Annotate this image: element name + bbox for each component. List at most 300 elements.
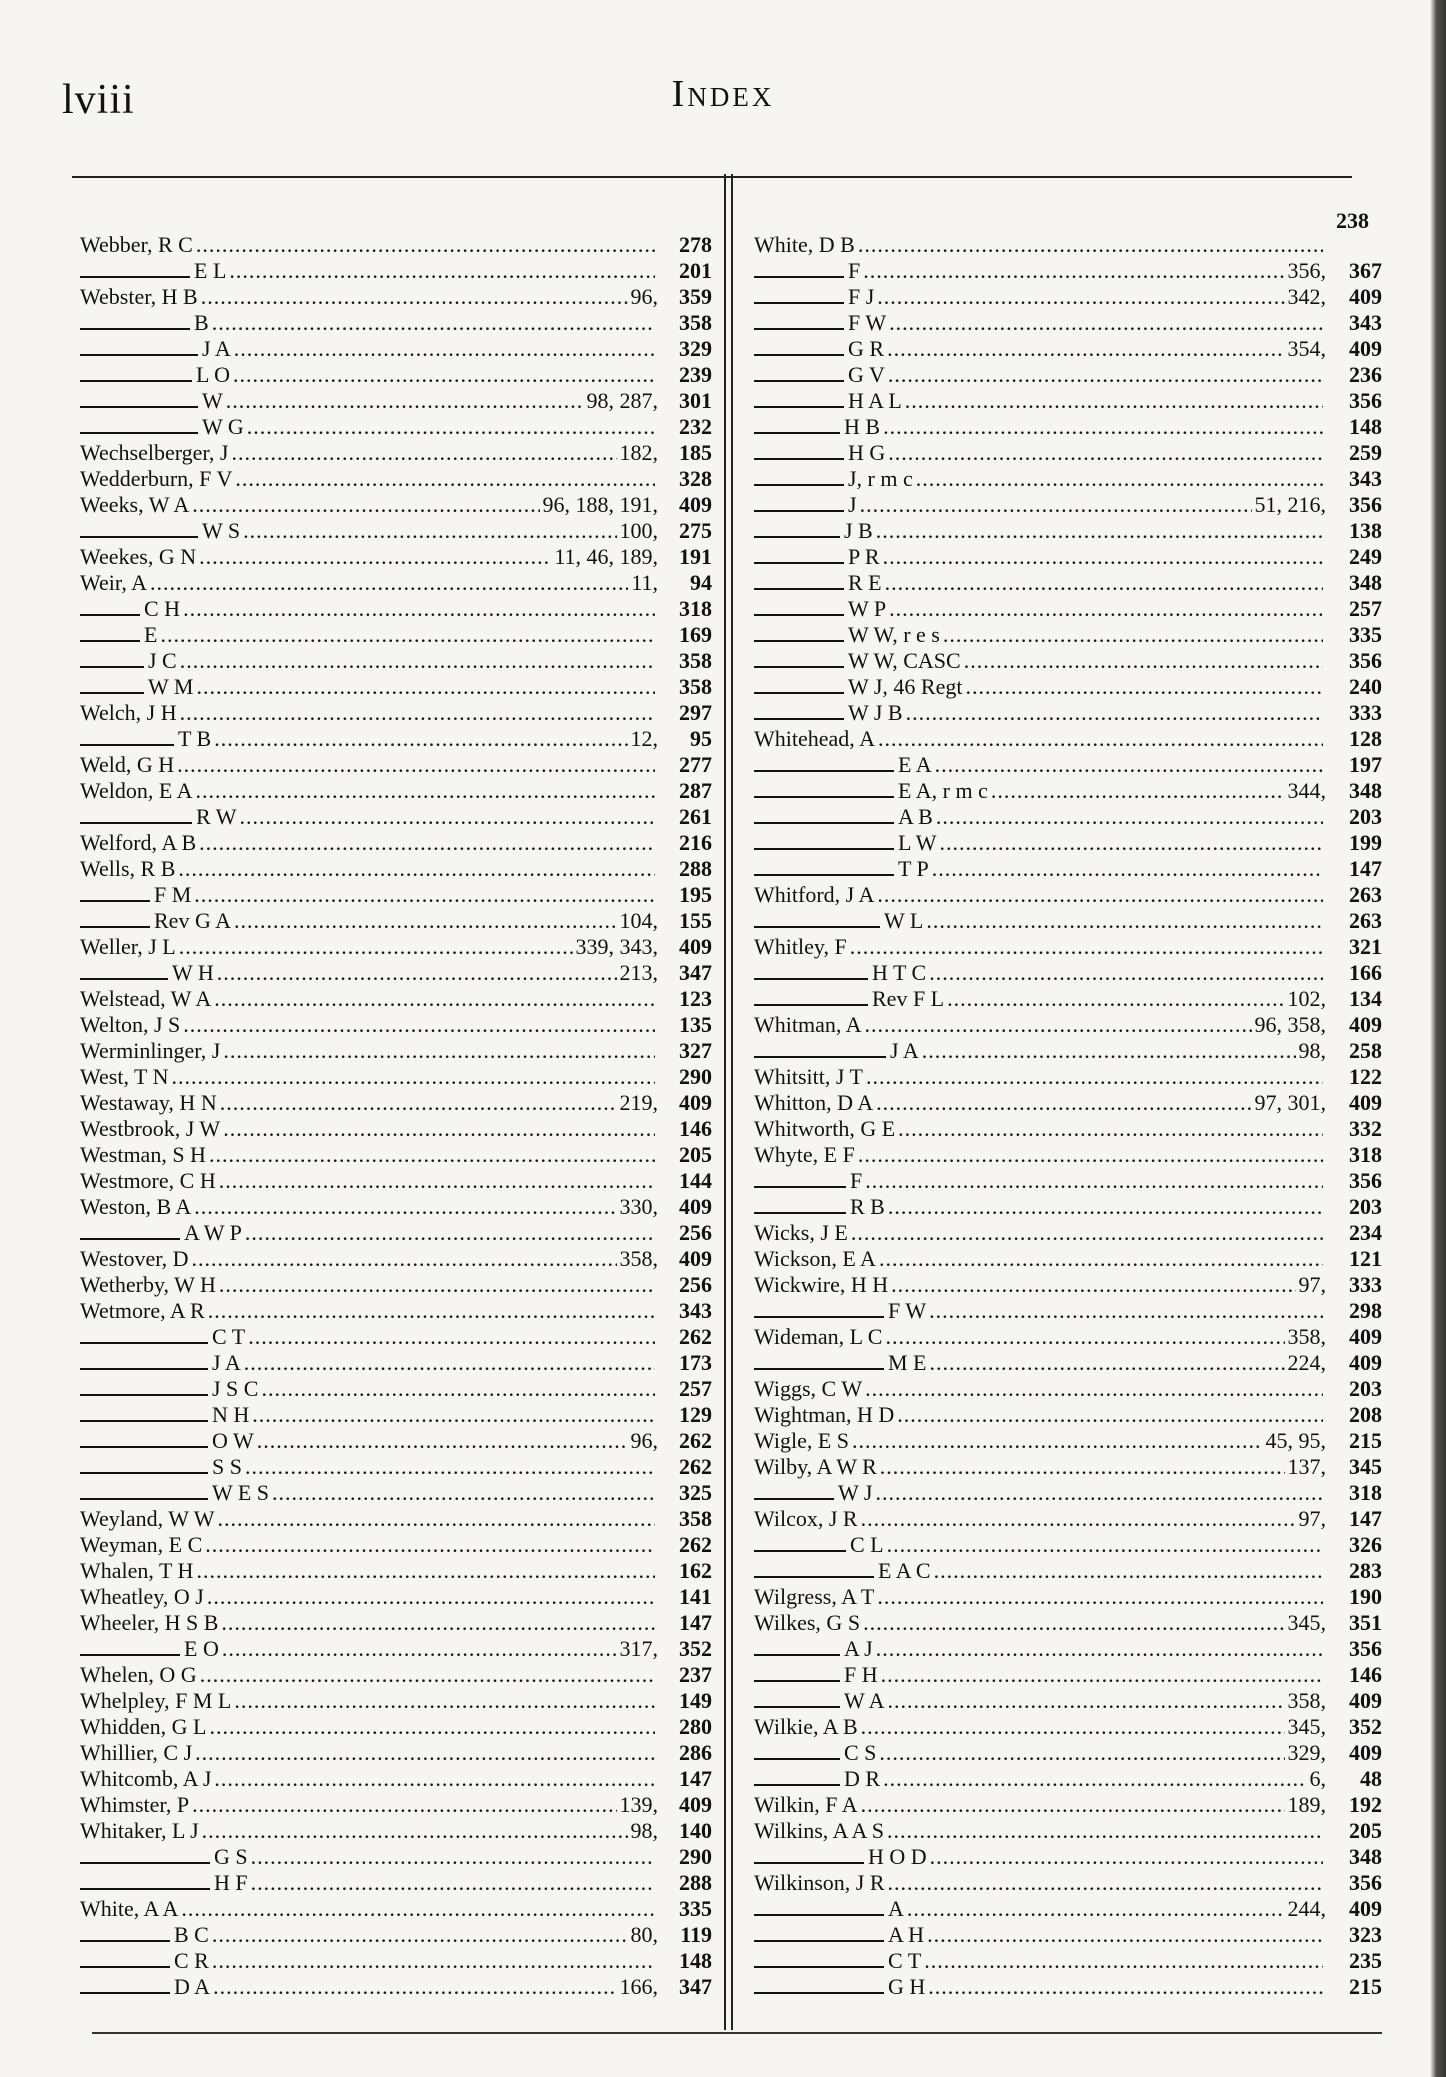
leader-dots	[888, 362, 1323, 388]
entry-name: L O	[196, 362, 231, 387]
index-entry	[80, 440, 712, 466]
entry-last-page: 185	[679, 440, 712, 465]
index-entry	[754, 1766, 1382, 1792]
entry-last-page: 287	[679, 778, 712, 803]
leader-dots	[964, 648, 1323, 674]
entry-name: Rev F L	[872, 986, 945, 1011]
leader-dots	[231, 440, 616, 466]
ditto-dash	[754, 1862, 864, 1864]
entry-name: Wilcox, J R	[754, 1506, 858, 1531]
leader-dots	[887, 336, 1284, 362]
entry-pages: 98,	[630, 1818, 658, 1843]
entry-name: Weyman, E C	[80, 1532, 203, 1557]
entry-last-page: 409	[679, 1194, 712, 1219]
ditto-dash	[80, 822, 192, 824]
entry-name: Wilkin, F A	[754, 1792, 858, 1817]
entry-last-page: 323	[1349, 1922, 1382, 1947]
leader-dots	[858, 232, 1323, 258]
entry-last-page: 358	[679, 310, 712, 335]
index-entry	[754, 1740, 1382, 1766]
entry-last-page: 409	[1349, 1740, 1382, 1765]
entry-last-page: 249	[1349, 544, 1382, 569]
index-entry	[754, 336, 1382, 362]
entry-last-page: 358	[679, 1506, 712, 1531]
index-entry	[754, 778, 1382, 804]
leader-dots	[861, 1506, 1296, 1532]
leader-dots	[183, 596, 655, 622]
entry-name: W A	[844, 1688, 885, 1713]
entry-pages: 139,	[619, 1792, 658, 1817]
entry-name: Whitehead, A	[754, 726, 875, 751]
entry-pages: 345,	[1287, 1714, 1326, 1739]
index-left-column	[80, 232, 712, 2000]
entry-last-page: 166	[1349, 960, 1382, 985]
entry-last-page: 332	[1349, 1116, 1382, 1141]
leader-dots	[883, 544, 1323, 570]
entry-name: Wickson, E A	[754, 1246, 876, 1271]
entry-last-page: 192	[1349, 1792, 1382, 1817]
entry-last-page: 329	[679, 336, 712, 361]
leader-dots	[860, 492, 1252, 518]
entry-last-page: 129	[679, 1402, 712, 1427]
ditto-dash	[754, 926, 880, 928]
entry-pages: 244,	[1287, 1896, 1326, 1921]
entry-name: T P	[898, 856, 929, 881]
leader-dots	[245, 1220, 655, 1246]
entry-name: G R	[848, 336, 885, 361]
index-entry	[754, 1948, 1382, 1974]
entry-pages: 45, 95,	[1265, 1428, 1326, 1453]
leader-dots	[199, 544, 551, 570]
entry-pages: 11, 46, 189,	[554, 544, 658, 569]
entry-last-page: 162	[679, 1558, 712, 1583]
index-entry	[80, 1454, 712, 1480]
entry-name: W L	[884, 908, 924, 933]
entry-last-page: 259	[1349, 440, 1382, 465]
entry-name: Whyte, E F	[754, 1142, 855, 1167]
entry-name: Whitcomb, A J	[80, 1766, 212, 1791]
entry-name: F H	[844, 1662, 878, 1687]
entry-name: White, A A	[80, 1896, 179, 1921]
leader-dots	[897, 1402, 1323, 1428]
entry-last-page: 409	[679, 934, 712, 959]
index-entry	[80, 726, 712, 752]
index-entry	[754, 1896, 1382, 1922]
leader-dots	[888, 1870, 1323, 1896]
ditto-dash	[754, 484, 844, 486]
entry-name: Welford, A B	[80, 830, 197, 855]
leader-dots	[194, 882, 655, 908]
leader-dots	[907, 1896, 1285, 1922]
entry-last-page: 326	[1349, 1532, 1382, 1557]
ditto-dash	[754, 1706, 840, 1708]
entry-last-page: 283	[1349, 1558, 1382, 1583]
entry-last-page: 48	[1360, 1766, 1382, 1791]
entry-name: Wells, R B	[80, 856, 176, 881]
index-entry	[80, 1636, 712, 1662]
entry-name: S S	[212, 1454, 242, 1479]
entry-name: F	[848, 258, 861, 283]
entry-last-page: 356	[1349, 1870, 1382, 1895]
entry-last-page: 352	[1349, 1714, 1382, 1739]
ditto-dash	[754, 874, 894, 876]
leader-dots	[905, 388, 1323, 414]
leader-dots	[214, 726, 627, 752]
entry-last-page: 409	[1349, 1350, 1382, 1375]
index-entry	[80, 570, 712, 596]
entry-name: M E	[888, 1350, 927, 1375]
index-entry	[80, 622, 712, 648]
entry-pages: 96, 188, 191,	[542, 492, 658, 517]
index-entry	[754, 674, 1382, 700]
leader-dots	[863, 258, 1284, 284]
leader-dots	[861, 1714, 1285, 1740]
entry-pages: 317,	[619, 1636, 658, 1661]
entry-name: Wheeler, H S B	[80, 1610, 219, 1635]
ditto-dash	[754, 406, 844, 408]
entry-last-page: 298	[1349, 1298, 1382, 1323]
ditto-dash	[754, 614, 844, 616]
ditto-dash	[80, 744, 174, 746]
entry-name: W M	[148, 674, 194, 699]
index-entry	[754, 1324, 1382, 1350]
index-entry	[754, 1220, 1382, 1246]
leader-dots	[885, 570, 1323, 596]
entry-last-page: 147	[679, 1766, 712, 1791]
ditto-dash	[754, 666, 844, 668]
entry-last-page: 141	[679, 1584, 712, 1609]
entry-last-page: 237	[679, 1662, 712, 1687]
index-entry	[80, 1142, 712, 1168]
ditto-dash	[754, 796, 894, 798]
entry-last-page: 359	[679, 284, 712, 309]
leader-dots	[223, 1038, 655, 1064]
leader-dots	[883, 1766, 1306, 1792]
entry-name: Weldon, E A	[80, 778, 193, 803]
entry-last-page: 148	[1349, 414, 1382, 439]
ditto-dash	[80, 926, 150, 928]
entry-last-page: 290	[679, 1844, 712, 1869]
ditto-dash	[80, 1342, 208, 1344]
entry-last-page: 333	[1349, 1272, 1382, 1297]
entry-last-page: 256	[679, 1272, 712, 1297]
entry-pages: 224,	[1287, 1350, 1326, 1375]
entry-last-page: 234	[1349, 1220, 1382, 1245]
entry-name: Whitsitt, J T	[754, 1064, 863, 1089]
ditto-dash	[80, 328, 190, 330]
index-entry	[754, 1038, 1382, 1064]
index-entry	[80, 388, 712, 414]
index-entry	[754, 1350, 1382, 1376]
leader-dots	[212, 1922, 628, 1948]
index-entry	[754, 284, 1382, 310]
leader-dots	[251, 1844, 655, 1870]
ditto-dash	[754, 432, 840, 434]
entry-pages: 356,	[1287, 258, 1326, 283]
entry-name: Wechselberger, J	[80, 440, 229, 465]
index-entry	[80, 1688, 712, 1714]
entry-pages: 96,	[630, 1428, 658, 1453]
ditto-dash	[754, 1056, 886, 1058]
entry-last-page: 278	[679, 232, 712, 257]
index-entry	[80, 752, 712, 778]
index-entry	[80, 310, 712, 336]
leader-dots	[248, 1324, 655, 1350]
entry-last-page: 134	[1349, 986, 1382, 1011]
leader-dots	[244, 1350, 655, 1376]
leader-dots	[891, 1272, 1295, 1298]
index-entry	[754, 1870, 1382, 1896]
leader-dots	[885, 1324, 1284, 1350]
index-entry	[80, 1064, 712, 1090]
ditto-dash	[754, 1992, 884, 1994]
index-entry	[80, 1012, 712, 1038]
entry-last-page: 327	[679, 1038, 712, 1063]
entry-last-page: 203	[1349, 1194, 1382, 1219]
index-entry	[754, 804, 1382, 830]
index-entry	[80, 1662, 712, 1688]
leader-dots	[916, 466, 1323, 492]
entry-pages: 98, 287,	[586, 388, 658, 413]
leader-dots	[196, 1558, 655, 1584]
index-entry	[754, 1532, 1382, 1558]
entry-last-page: 257	[1349, 596, 1382, 621]
entry-name: W	[202, 388, 223, 413]
entry-last-page: 258	[1349, 1038, 1382, 1063]
leader-dots	[927, 1922, 1323, 1948]
entry-pages: 97, 301,	[1254, 1090, 1326, 1115]
index-entry	[754, 752, 1382, 778]
ditto-dash	[754, 822, 894, 824]
entry-pages: 98,	[1298, 1038, 1326, 1063]
leader-dots	[935, 752, 1323, 778]
entry-name: Wideman, L C	[754, 1324, 883, 1349]
leader-dots	[898, 1116, 1323, 1142]
ditto-dash	[80, 1498, 208, 1500]
leader-dots	[214, 1766, 655, 1792]
entry-last-page: 261	[679, 804, 712, 829]
index-entry	[80, 1428, 712, 1454]
leader-dots	[202, 1818, 628, 1844]
index-entry	[80, 1532, 712, 1558]
leader-dots	[192, 492, 539, 518]
entry-last-page: 409	[1349, 336, 1382, 361]
leader-dots	[991, 778, 1285, 804]
entry-name: J S C	[212, 1376, 259, 1401]
entry-last-page: 195	[679, 882, 712, 907]
index-entry	[80, 1324, 712, 1350]
entry-last-page: 286	[679, 1740, 712, 1765]
entry-name: G V	[848, 362, 885, 387]
leader-dots	[888, 1194, 1323, 1220]
entry-name: Weston, B A	[80, 1194, 192, 1219]
entry-last-page: 94	[690, 570, 712, 595]
index-entry	[80, 1584, 712, 1610]
entry-last-page: 347	[679, 960, 712, 985]
leader-dots	[257, 1428, 628, 1454]
entry-last-page: 95	[690, 726, 712, 751]
entry-name: R B	[850, 1194, 885, 1219]
ditto-dash	[754, 328, 844, 330]
leader-dots	[212, 310, 655, 336]
entry-last-page: 356	[1349, 388, 1382, 413]
ditto-dash	[80, 1862, 210, 1864]
leader-dots	[251, 1870, 655, 1896]
leader-dots	[865, 1012, 1252, 1038]
entry-last-page: 275	[679, 518, 712, 543]
entry-last-page: 256	[679, 1220, 712, 1245]
entry-last-page: 409	[679, 1090, 712, 1115]
leader-dots	[261, 1376, 655, 1402]
index-entry	[754, 1116, 1382, 1142]
ditto-dash	[80, 1940, 170, 1942]
index-entry	[80, 1896, 712, 1922]
leader-dots	[934, 1558, 1323, 1584]
entry-name: Whitford, J A	[754, 882, 875, 907]
entry-name: W S	[202, 518, 241, 543]
index-entry	[80, 1376, 712, 1402]
entry-last-page: 409	[1349, 1896, 1382, 1921]
footer-rule	[92, 2032, 1382, 2034]
entry-name: C H	[144, 596, 181, 621]
entry-pages: 358,	[1287, 1688, 1326, 1713]
leader-dots	[876, 1090, 1251, 1116]
entry-name: H B	[844, 414, 881, 439]
entry-name: J A	[202, 336, 231, 361]
index-entry	[754, 232, 1382, 258]
index-entry	[80, 1844, 712, 1870]
entry-last-page: 205	[1349, 1818, 1382, 1843]
ditto-dash	[80, 1472, 208, 1474]
ditto-dash	[754, 510, 844, 512]
entry-name: Whimster, P	[80, 1792, 190, 1817]
entry-name: Westman, S H	[80, 1142, 206, 1167]
entry-name: Wetherby, W H	[80, 1272, 216, 1297]
entry-name: Wetmore, A R	[80, 1298, 205, 1323]
leader-dots	[229, 258, 655, 284]
entry-pages: 97,	[1298, 1506, 1326, 1531]
entry-name: Whitton, D A	[754, 1090, 874, 1115]
leader-dots	[943, 622, 1323, 648]
ditto-dash	[754, 1576, 874, 1578]
entry-name: C T	[212, 1324, 246, 1349]
index-entry	[80, 1220, 712, 1246]
index-entry	[80, 674, 712, 700]
index-entry	[754, 544, 1382, 570]
index-entry	[754, 1402, 1382, 1428]
leader-dots	[217, 960, 617, 986]
right-column-top-number: 238	[1336, 208, 1369, 233]
entry-last-page: 235	[1349, 1948, 1382, 1973]
page-number: lviii	[62, 77, 135, 123]
entry-name: W J, 46 Regt	[848, 674, 963, 699]
entry-last-page: 240	[1349, 674, 1382, 699]
index-entry	[754, 570, 1382, 596]
index-entry	[80, 596, 712, 622]
entry-name: A B	[898, 804, 933, 829]
entry-pages: 358,	[619, 1246, 658, 1271]
index-entry	[754, 1922, 1382, 1948]
index-entry	[754, 440, 1382, 466]
entry-last-page: 356	[1349, 492, 1382, 517]
entry-last-page: 333	[1349, 700, 1382, 725]
leader-dots	[196, 232, 655, 258]
entry-name: Weller, J L	[80, 934, 176, 959]
entry-last-page: 345	[1349, 1454, 1382, 1479]
leader-dots	[226, 388, 584, 414]
leader-dots	[880, 1454, 1285, 1480]
index-entry	[754, 622, 1382, 648]
ditto-dash	[754, 276, 844, 278]
index-entry	[80, 1792, 712, 1818]
entry-name: W E S	[212, 1480, 270, 1505]
leader-dots	[209, 1714, 655, 1740]
entry-last-page: 123	[679, 986, 712, 1011]
entry-name: Webster, H B	[80, 284, 198, 309]
index-entry	[754, 1974, 1382, 2000]
leader-dots	[194, 1194, 616, 1220]
ditto-dash	[80, 406, 198, 408]
leader-dots	[876, 518, 1323, 544]
ditto-dash	[80, 432, 198, 434]
ditto-dash	[754, 1966, 884, 1968]
leader-dots	[208, 1298, 655, 1324]
entry-last-page: 262	[679, 1324, 712, 1349]
entry-last-page: 409	[1349, 1090, 1382, 1115]
entry-pages: 219,	[619, 1090, 658, 1115]
header-rule	[72, 176, 1352, 178]
entry-name: J A	[890, 1038, 919, 1063]
index-entry	[754, 310, 1382, 336]
index-entry	[754, 1584, 1382, 1610]
ditto-dash	[80, 1446, 208, 1448]
ditto-dash	[80, 1368, 208, 1370]
leader-dots	[252, 1402, 655, 1428]
ditto-dash	[754, 1212, 846, 1214]
leader-dots	[220, 1090, 617, 1116]
index-entry	[754, 648, 1382, 674]
entry-last-page: 321	[1349, 934, 1382, 959]
entry-last-page: 409	[1349, 1012, 1382, 1037]
index-entry	[80, 1168, 712, 1194]
ditto-dash	[80, 1992, 170, 1994]
leader-dots	[929, 1298, 1323, 1324]
entry-name: F W	[848, 310, 887, 335]
entry-name: D A	[174, 1974, 211, 1999]
entry-name: Weyland, W W	[80, 1506, 215, 1531]
entry-last-page: 119	[680, 1922, 712, 1947]
entry-last-page: 147	[679, 1610, 712, 1635]
entry-name: E A C	[878, 1558, 931, 1583]
entry-name: J A	[212, 1350, 241, 1375]
leader-dots	[207, 1584, 655, 1610]
index-entry	[754, 882, 1382, 908]
leader-dots	[928, 1974, 1323, 2000]
ditto-dash	[80, 1394, 208, 1396]
ditto-dash	[80, 1888, 210, 1890]
entry-pages: 344,	[1287, 778, 1326, 803]
leader-dots	[196, 778, 656, 804]
entry-name: H F	[214, 1870, 248, 1895]
leader-dots	[881, 1662, 1323, 1688]
entry-name: D R	[844, 1766, 881, 1791]
column-divider-right	[731, 174, 733, 2030]
entry-name: Weld, G H	[80, 752, 175, 777]
ditto-dash	[80, 692, 144, 694]
entry-name: W J B	[848, 700, 903, 725]
index-entry	[754, 466, 1382, 492]
leader-dots	[888, 1688, 1285, 1714]
